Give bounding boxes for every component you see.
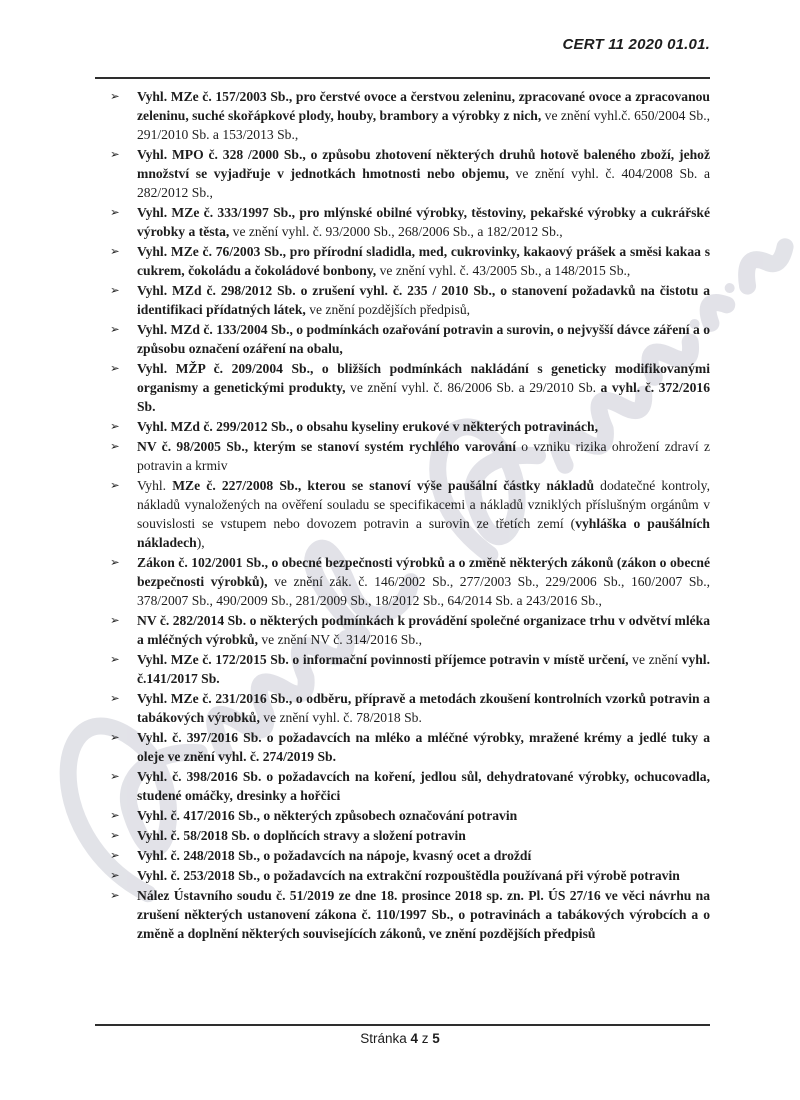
list-item-text: Vyhl. č. 58/2018 Sb. o doplňcích stravy a složení potravin [137, 828, 466, 843]
list-item [110, 689, 710, 727]
list-item [110, 437, 710, 475]
list-item-text: Vyhl. MŽP č. 209/2004 Sb., o bližších podmínkách nakládání s geneticky modifikovanými organismy a genetickými produkty, ve znění vyhl. č. 86/2006 Sb. a 29/2010 Sb. a vyhl. č. 372/2016 Sb. [137, 361, 710, 414]
arrow-bullet-icon: ➢ [110, 478, 120, 492]
arrow-bullet-icon: ➢ [110, 652, 120, 666]
list-item-text: NV č. 282/2014 Sb. o některých podmínkách k provádění společné organizace trhu v odvětví mléka a mléčných výrobků, ve znění NV č. 314/2016 Sb., [137, 613, 710, 647]
list-item-text: Vyhl. MZe č. 333/1997 Sb., pro mlýnské obilné výrobky, těstoviny, pekařské výrobky a cukrářské výrobky a těsta, ve znění vyhl. č. 93/2000 Sb., 268/2006 Sb., a 182/2012 Sb., [137, 205, 710, 239]
list-item [110, 87, 711, 144]
list-item [110, 846, 710, 865]
list-item [110, 886, 710, 943]
list-item [110, 553, 710, 610]
list-item-text: Vyhl. č. 253/2018 Sb., o požadavcích na extrakční rozpouštědla používaná při výrobě potravin [137, 868, 680, 883]
list-item [110, 611, 710, 649]
list-item-text: Vyhl. MZe č. 157/2003 Sb., pro čerstvé ovoce a čerstvou zeleninu, zpracované ovoce a zpracovanou zeleninu, suché skořápkové plody, houby, brambory a výrobky z nich, ve znění vyhl.č. 650/2004 Sb., 291/2010 Sb. a 153/2013 Sb., [137, 89, 711, 142]
list-item [110, 826, 710, 845]
arrow-bullet-icon: ➢ [110, 244, 120, 258]
footer-of-word: z [421, 1031, 429, 1046]
list-item [110, 203, 710, 241]
footer-rule [95, 1024, 710, 1026]
header-document-code: CERT 11 2020 01.01. [562, 36, 710, 53]
arrow-bullet-icon: ➢ [110, 439, 120, 453]
regulation-list [110, 87, 711, 944]
arrow-bullet-icon: ➢ [110, 613, 120, 627]
list-item [110, 476, 710, 552]
arrow-bullet-icon: ➢ [110, 361, 120, 375]
list-item-text: Vyhl. č. 397/2016 Sb. o požadavcích na mléko a mléčné výrobky, mražené krémy a jedlé tuky a oleje ve znění vyhl. č. 274/2019 Sb. [137, 730, 710, 764]
arrow-bullet-icon: ➢ [110, 89, 120, 103]
list-item [110, 767, 710, 805]
header-rule [95, 77, 710, 79]
arrow-bullet-icon: ➢ [110, 808, 120, 822]
footer-prefix: Stránka [360, 1031, 407, 1046]
arrow-bullet-icon: ➢ [110, 691, 120, 705]
list-item [110, 650, 710, 688]
list-item [110, 806, 710, 825]
list-item [110, 145, 710, 202]
list-item-text: NV č. 98/2005 Sb., kterým se stanoví systém rychlého varování o vzniku rizika ohrožení zdraví z potravin a krmiv [137, 439, 710, 473]
list-item-text: Vyhl. č. 248/2018 Sb., o požadavcích na nápoje, kvasný ocet a droždí [137, 848, 532, 863]
list-item [110, 866, 710, 885]
list-item [110, 417, 710, 436]
list-item-text: Vyhl. MPO č. 328 /2000 Sb., o způsobu zhotovení některých druhů hotově baleného zboží, jehož množství se vyjadřuje v jednotkách hmotnosti nebo objemu, ve znění vyhl. č. 404/2008 Sb. a 282/2012 Sb., [137, 147, 710, 200]
list-item [110, 359, 710, 416]
arrow-bullet-icon: ➢ [110, 283, 120, 297]
list-item-text: Zákon č. 102/2001 Sb., o obecné bezpečnosti výrobků a o změně některých zákonů (zákon o obecné bezpečnosti výrobků), ve znění zák. č. 146/2002 Sb., 277/2003 Sb., 229/2006 Sb., 160/2007 Sb., 378/2007 Sb., 490/2009 Sb., 281/2009 Sb., 18/2012 Sb., 64/2014 Sb. a 243/2016 Sb., [137, 555, 710, 608]
list-item-text: Vyhl. MZd č. 133/2004 Sb., o podmínkách ozařování potravin a surovin, o nejvyšší dávce záření a o způsobu označení ozáření na obalu, [137, 322, 710, 356]
arrow-bullet-icon: ➢ [110, 419, 120, 433]
arrow-bullet-icon: ➢ [110, 730, 120, 744]
arrow-bullet-icon: ➢ [110, 147, 120, 161]
arrow-bullet-icon: ➢ [110, 848, 120, 862]
footer-total-pages: 5 [432, 1031, 440, 1046]
list-item-text: Vyhl. MZd č. 299/2012 Sb., o obsahu kyseliny erukové v některých potravinách, [137, 419, 598, 434]
list-item-text: Vyhl. č. 398/2016 Sb. o požadavcích na koření, jedlou sůl, dehydratované výrobky, ochucovadla, studené omáčky, dresinky a hořčici [137, 769, 710, 803]
list-item-text: Vyhl. MZe č. 227/2008 Sb., kterou se stanoví výše paušální částky nákladů dodatečné kontroly, nákladů vynaložených na ověření souladu se specifikacemi a nákladů vzniklých příslušným orgánům v souvislosti se vstupem nebo dovozem potravin a surovin ze třetích zemí (vyhláška o paušálních nákladech), [137, 478, 710, 550]
list-item [110, 728, 710, 766]
list-item [110, 281, 710, 319]
footer-page-label [360, 1031, 440, 1046]
list-item-text: Vyhl. MZd č. 298/2012 Sb. o zrušení vyhl. č. 235 / 2010 Sb., o stanovení požadavků na čistotu a identifikaci přídatných látek, ve znění pozdějších předpisů, [137, 283, 710, 317]
list-item [110, 242, 710, 280]
arrow-bullet-icon: ➢ [110, 888, 120, 902]
list-item [110, 320, 710, 358]
arrow-bullet-icon: ➢ [110, 868, 120, 882]
footer [0, 1031, 800, 1046]
arrow-bullet-icon: ➢ [110, 769, 120, 783]
list-item-text: Nález Ústavního soudu č. 51/2019 ze dne 18. prosince 2018 sp. zn. Pl. ÚS 27/16 ve věci návrhu na zrušení některých ustanovení zákona č. 110/1997 Sb., o potravinách a tabákových výrobcích a o změně a doplnění některých souvisejících zákonů, ve znění pozdějších předpisů [137, 888, 710, 941]
arrow-bullet-icon: ➢ [110, 828, 120, 842]
footer-page-number: 4 [410, 1031, 418, 1046]
arrow-bullet-icon: ➢ [110, 205, 120, 219]
list-item-text: Vyhl. MZe č. 76/2003 Sb., pro přírodní sladidla, med, cukrovinky, kakaový prášek a směsi kakaa s cukrem, čokoládu a čokoládové bonbony, ve znění vyhl. č. 43/2005 Sb., a 148/2015 Sb., [137, 244, 710, 278]
list-item-text: Vyhl. MZe č. 172/2015 Sb. o informační povinnosti příjemce potravin v místě určení, ve znění vyhl. č.141/2017 Sb. [137, 652, 710, 686]
list-item-text: Vyhl. č. 417/2016 Sb., o některých způsobech označování potravin [137, 808, 518, 823]
arrow-bullet-icon: ➢ [110, 322, 120, 336]
list-item-text: Vyhl. MZe č. 231/2016 Sb., o odběru, přípravě a metodách zkoušení kontrolních vzorků potravin a tabákových výrobků, ve znění vyhl. č. 78/2018 Sb. [137, 691, 710, 725]
arrow-bullet-icon: ➢ [110, 555, 120, 569]
